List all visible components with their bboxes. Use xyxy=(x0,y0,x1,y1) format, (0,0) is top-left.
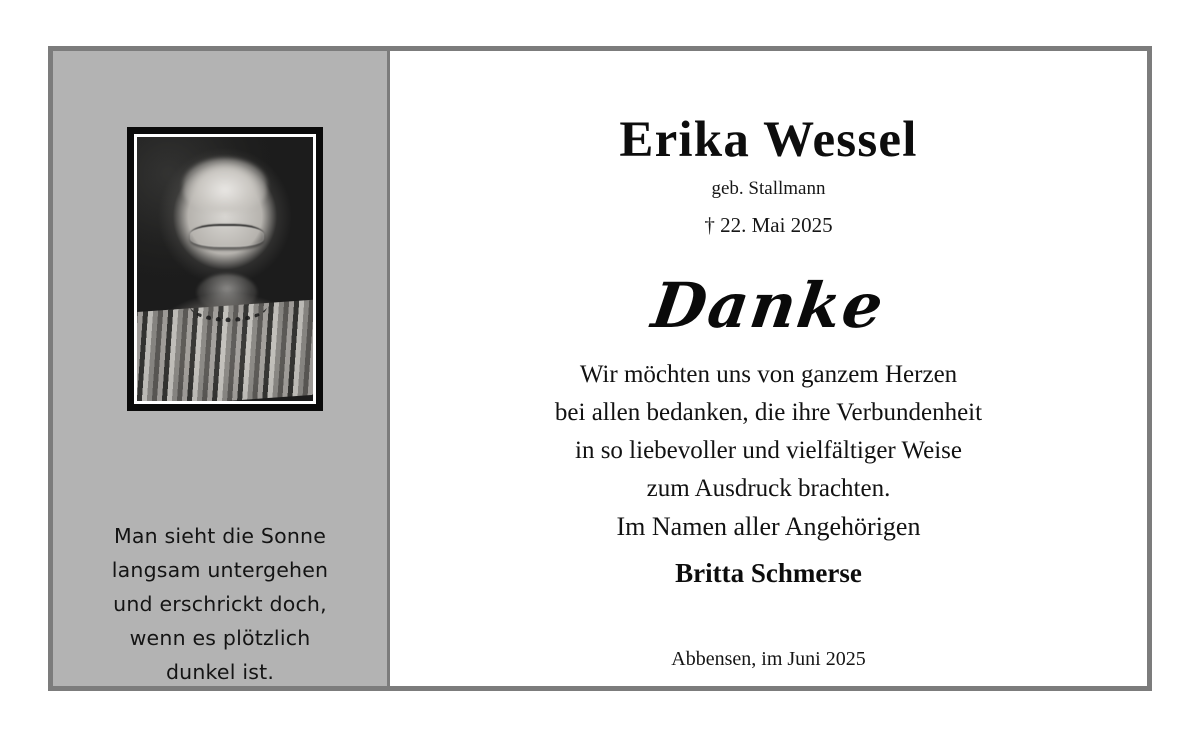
right-panel xyxy=(390,51,1147,686)
memorial-verse-line: Man sieht die Sonne xyxy=(113,524,327,548)
portrait-photo xyxy=(137,137,313,401)
on-behalf-text: Im Namen aller Angehörigen xyxy=(616,512,921,541)
memorial-verse-line: dunkel ist. xyxy=(165,660,275,684)
family-signature-name: Britta Schmerse xyxy=(675,558,862,588)
place-and-date: Abbensen, im Juni 2025 xyxy=(671,648,866,670)
memorial-verse xyxy=(53,519,387,689)
thanks-text xyxy=(390,356,1147,508)
portrait-photo-inner-border xyxy=(134,134,316,404)
thanks-text-line: Wir möchten uns von ganzem Herzen xyxy=(579,361,958,388)
maiden-name: geb. Stallmann xyxy=(711,178,826,199)
portrait-photo-frame xyxy=(127,127,323,411)
memorial-verse-line: und erschrickt doch, xyxy=(113,592,327,616)
portrait-necklace xyxy=(190,290,267,321)
danke-script-heading: Danke xyxy=(647,269,890,342)
left-panel xyxy=(53,51,390,686)
deceased-name: Erika Wessel xyxy=(619,112,918,168)
memorial-card xyxy=(48,46,1152,691)
memorial-verse-line: wenn es plötzlich xyxy=(129,626,311,650)
thanks-text-line: in so liebevoller und vielfältiger Weise xyxy=(575,437,962,464)
memorial-verse-line: langsam untergehen xyxy=(111,558,329,582)
thanks-text-line: zum Ausdruck brachten. xyxy=(646,475,891,502)
thanks-text-line: bei allen bedanken, die ihre Verbundenheit xyxy=(554,399,983,426)
death-date: † 22. Mai 2025 xyxy=(704,213,833,237)
